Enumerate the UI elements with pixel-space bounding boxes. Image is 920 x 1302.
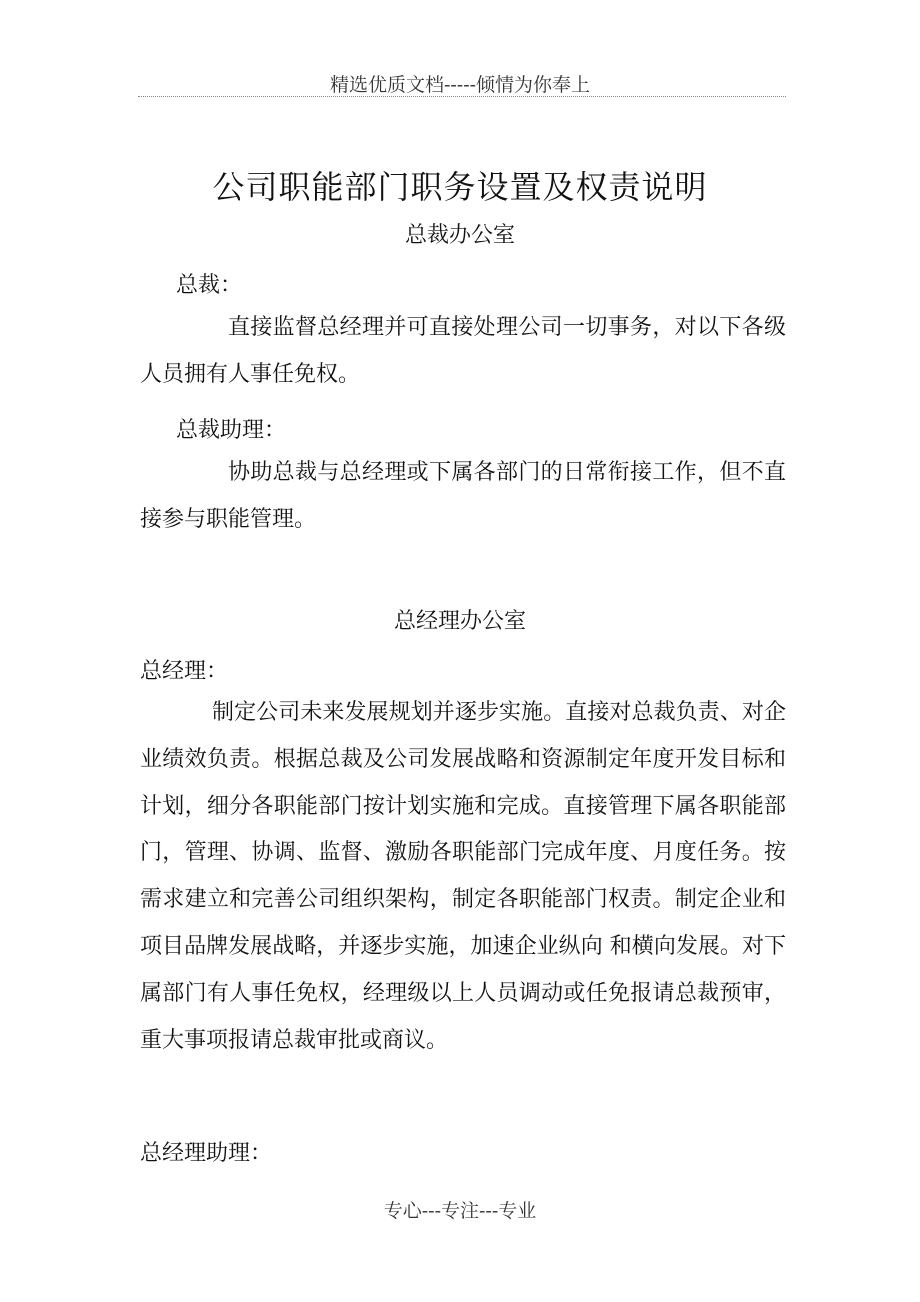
role-label-president-assistant: 总裁助理： — [176, 418, 287, 443]
role-description-general-manager: 制定公司未来发展规划并逐步实施。直接对总裁负责、对企业绩效负责。根据总裁及公司发展战略和资源制定年度开发目标和计划，细分各职能部门按计划实施和完成。直接管理下属各职能部门，管理、协调、监督、激励各职能部门完成年度、月度任务。按需求建立和完善公司组织架构，制定各职能部门权责。制定企业和项目品牌发展战略，并逐步实施，加速企业纵向 和横向发展。对下属部门有人事任免权，经理级以上人员调动或任免报请总裁预审，重大事项报请总裁审批或商议。 — [140, 700, 786, 1053]
page-footer: 专心---专注---专业 — [383, 1200, 537, 1222]
page-header: 精选优质文档-----倾情为你奉上 — [329, 74, 591, 96]
role-label-president: 总裁： — [176, 273, 243, 298]
header-rule — [138, 96, 786, 97]
section-title-general-manager-office: 总经理办公室 — [393, 609, 526, 634]
document-title: 公司职能部门职务设置及权责说明 — [212, 168, 708, 206]
role-description-president-assistant: 协助总裁与总经理或下属各部门的日常衔接工作，但不直接参与职能管理。 — [140, 460, 786, 532]
role-label-general-manager: 总经理： — [140, 659, 229, 684]
section-title-president-office: 总裁办公室 — [404, 223, 515, 248]
role-description-president: 直接监督总经理并可直接处理公司一切事务，对以下各级人员拥有人事任免权。 — [140, 315, 786, 387]
role-label-general-manager-assistant: 总经理助理： — [140, 1141, 273, 1166]
